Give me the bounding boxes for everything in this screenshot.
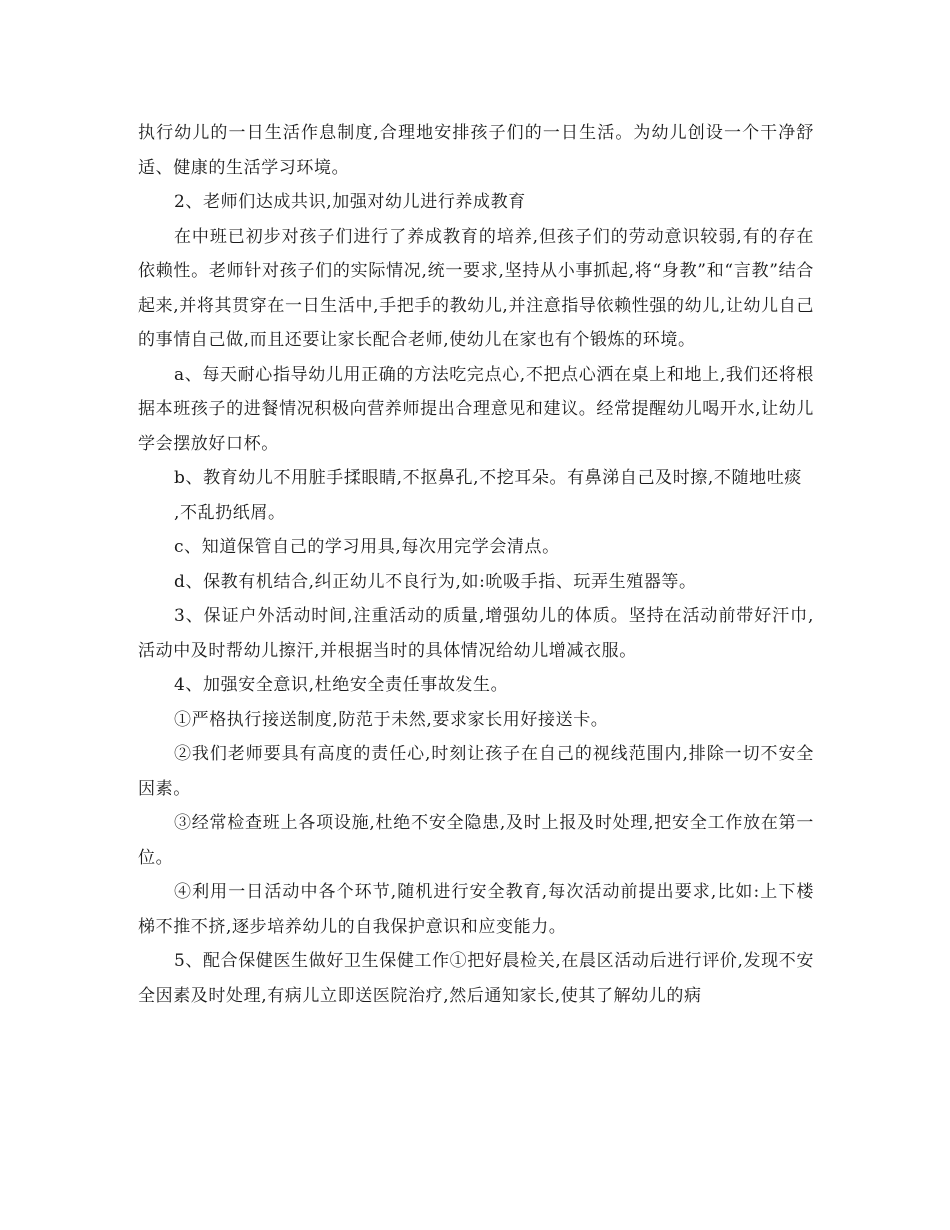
paragraph-2: 在中班已初步对孩子们进行了养成教育的培养,但孩子们的劳动意识较弱,有的存在依赖性。老师针对孩子们的实际情况,统一要求,坚持从小事抓起,将“身教”和“言教”结合起来,并将其贯穿在一日生活中,手把手的教幼儿,并注意指导依赖性强的幼儿,让幼儿自己的事情自己做,而且还要让家长配合老师,使幼儿在家也有个锻炼的环境。	[138, 226, 814, 350]
paragraph-14-heading-5: 5、配合保健医生做好卫生保健工作①把好晨检关,在晨区活动后进行评价,发现不安全因素及时处理,有病儿立即送医院治疗,然后通知家长,使其了解幼儿的病	[138, 951, 814, 1006]
paragraph-10-item-1: ①严格执行接送制度,防范于未然,要求家长用好接送卡。	[174, 709, 609, 730]
paragraph-4-item-b: b、教育幼儿不用脏手揉眼睛,不抠鼻孔,不挖耳朵。有鼻涕自己及时擦,不随地吐痰	[174, 468, 802, 488]
paragraph-0: 执行幼儿的一日生活作息制度,合理地安排孩子们的一日生活。为幼儿创设一个干净舒适、健康的生活学习环境。	[138, 123, 814, 178]
paragraph-13-item-4: ④利用一日活动中各个环节,随机进行安全教育,每次活动前提出要求,比如:上下楼梯不推不挤,逐步培养幼儿的自我保护意识和应变能力。	[138, 882, 814, 937]
paragraph-5-continuation: ,不乱扔纸屑。	[174, 502, 286, 523]
document-body	[138, 116, 814, 1013]
paragraph-7-item-d: d、保教有机结合,纠正幼儿不良行为,如:吮吸手指、玩弄生殖器等。	[174, 571, 697, 592]
paragraph-12-item-3: ③经常检查班上各项设施,杜绝不安全隐患,及时上报及时处理,把安全工作放在第一位。	[138, 813, 814, 868]
paragraph-9-heading-4: 4、加强安全意识,杜绝安全责任事故发生。	[174, 675, 509, 695]
paragraph-1-heading: 2、老师们达成共识,加强对幼儿进行养成教育	[174, 192, 526, 212]
paragraph-3-item-a: a、每天耐心指导幼儿用正确的方法吃完点心,不把点心洒在桌上和地上,我们还将根据本班孩子的进餐情况积极向营养师提出合理意见和建议。经常提醒幼儿喝开水,让幼儿学会摆放好口杯。	[138, 364, 814, 454]
paragraph-8-heading-3: 3、保证户外活动时间,注重活动的质量,增强幼儿的体质。坚持在活动前带好汗巾,活动中及时帮幼儿擦汗,并根据当时的具体情况给幼儿增减衣服。	[138, 606, 814, 661]
paragraph-6-item-c: c、知道保管自己的学习用具,每次用完学会清点。	[174, 537, 560, 557]
paragraph-11-item-2: ②我们老师要具有高度的责任心,时刻让孩子在自己的视线范围内,排除一切不安全因素。	[138, 744, 814, 799]
